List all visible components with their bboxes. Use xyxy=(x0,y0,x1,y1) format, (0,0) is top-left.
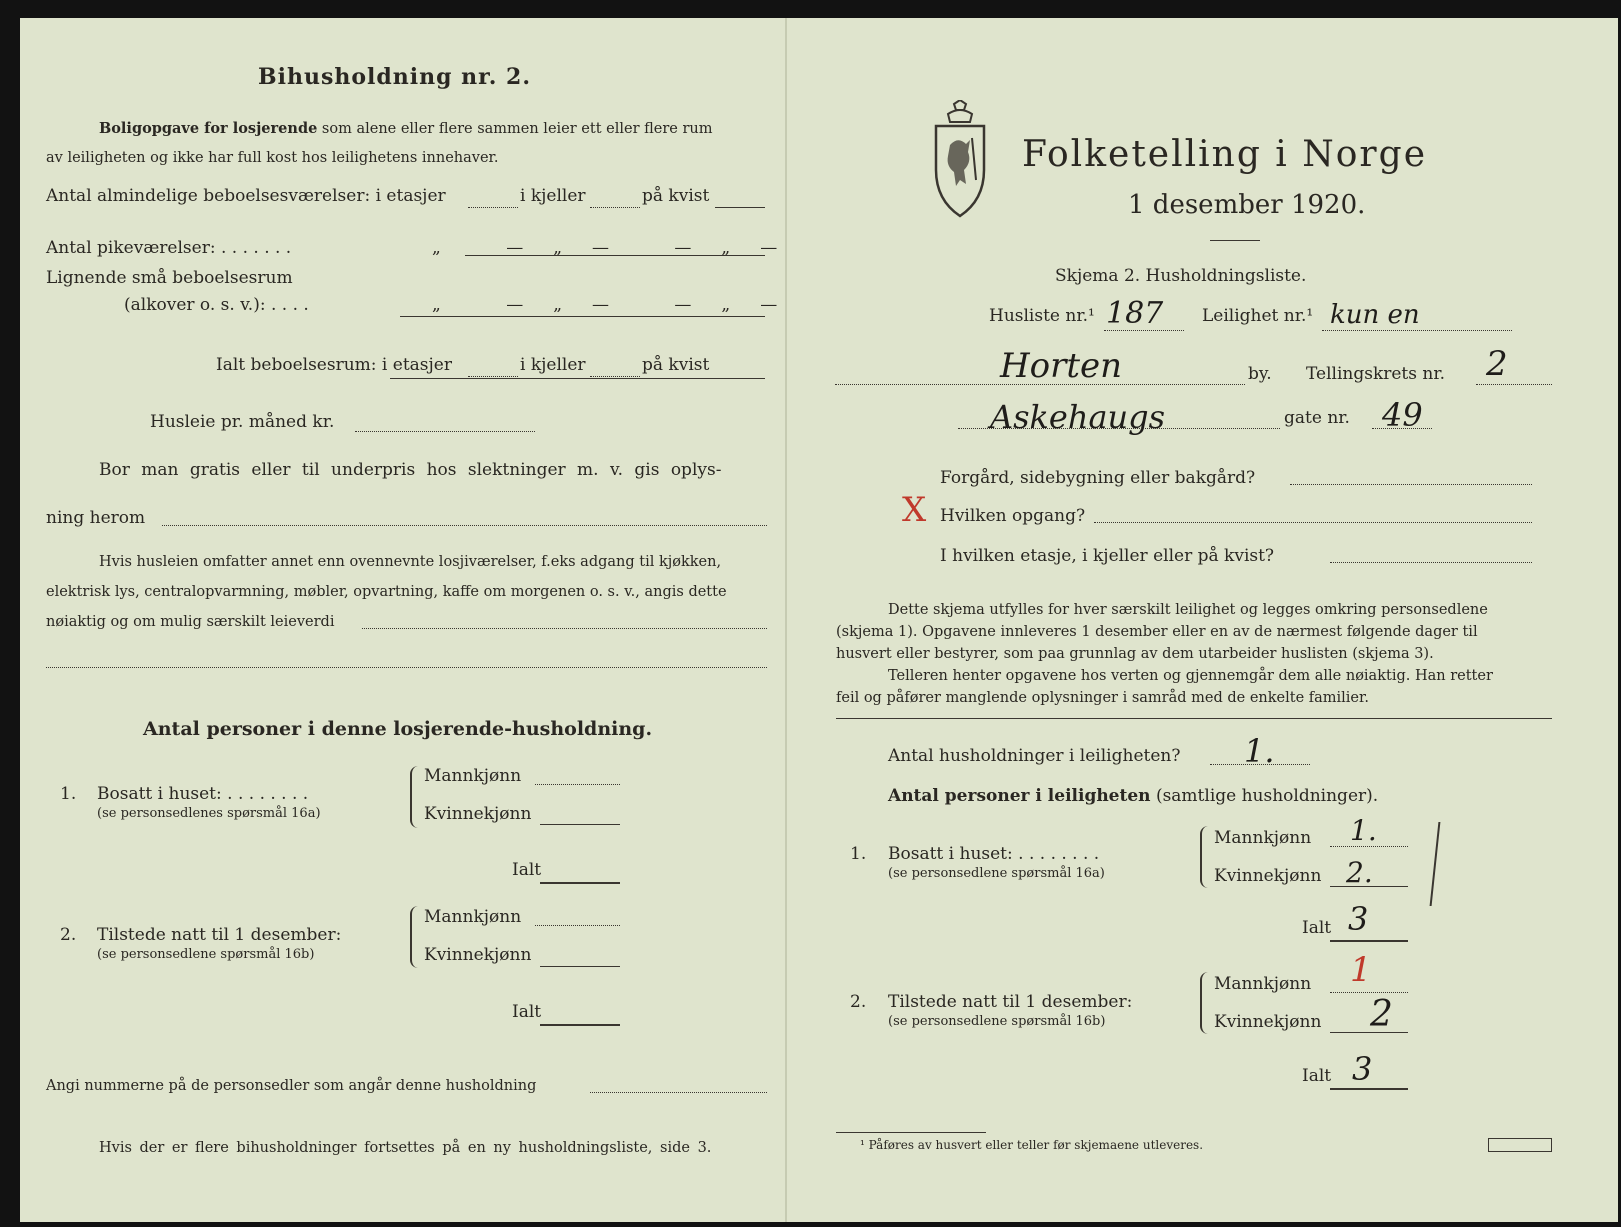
rooms-kjeller: i kjeller xyxy=(520,186,586,206)
left-q1-male-field[interactable] xyxy=(535,784,620,785)
rooms-label: Antal almindelige beboelsesværelser: i etasjer xyxy=(46,186,446,206)
right-q1-male-value: 1. xyxy=(1350,814,1377,847)
intro-bold: Boligopgave for losjerende xyxy=(99,120,318,137)
right-q2-total-field[interactable] xyxy=(1330,1088,1408,1090)
small-rooms-marks: „ —„— —„— xyxy=(432,295,808,315)
right-q2-male-value: 1 xyxy=(1350,950,1372,990)
red-x-mark: X xyxy=(902,490,927,530)
printer-stamp-icon xyxy=(1488,1138,1552,1152)
husliste-label: Husliste nr.¹ xyxy=(989,306,1095,326)
right-q1-female-value: 2. xyxy=(1346,856,1373,889)
right-q2-female-value: 2 xyxy=(1370,994,1393,1035)
left-q2-label: Tilstede natt til 1 desember: xyxy=(97,925,342,945)
by-label: by. xyxy=(1248,364,1272,384)
left-persons-heading: Antal personer i denne losjerende-husholdning. xyxy=(143,718,653,740)
extra-line-3: nøiaktig og om mulig særskilt leieverdi xyxy=(46,614,335,630)
opgang-field[interactable] xyxy=(1094,522,1532,523)
left-q2-total-field[interactable] xyxy=(540,1024,620,1026)
left-q2-female-label: Kvinnekjønn xyxy=(424,945,532,965)
households-value: 1. xyxy=(1244,732,1275,770)
gratis-line-2: ning herom xyxy=(46,508,146,528)
right-q1-female-label: Kvinnekjønn xyxy=(1214,866,1322,886)
right-q2-male-label: Mannkjønn xyxy=(1214,974,1312,994)
angi-label: Angi nummerne på de personsedler som angår denne husholdning xyxy=(46,1078,537,1094)
right-q2-num: 2. xyxy=(850,992,867,1012)
small-rooms-field[interactable] xyxy=(400,316,765,317)
leilighet-field[interactable] xyxy=(1322,330,1512,331)
extra-line-1: Hvis husleien omfatter annet enn ovennevnte losjiværelser, f.eks adgang til kjøkken, xyxy=(99,554,722,570)
ialt-kjeller-field[interactable] xyxy=(590,376,640,377)
left-q1-male-label: Mannkjønn xyxy=(424,766,522,786)
right-q2-total-value: 3 xyxy=(1352,1050,1373,1088)
ialt-kjeller: i kjeller xyxy=(520,355,586,375)
rooms-kvist-field[interactable] xyxy=(715,207,765,208)
ialt-rooms-label: Ialt beboelsesrum: i etasjer xyxy=(216,355,452,375)
leilighet-value: kun en xyxy=(1330,300,1420,330)
extra-field-1[interactable] xyxy=(362,628,767,629)
ialt-kvist: på kvist xyxy=(642,355,710,375)
ialt-rooms-underline xyxy=(390,378,765,379)
right-q2-female-field[interactable] xyxy=(1330,1032,1408,1033)
rooms-etasjer-field[interactable] xyxy=(468,207,518,208)
intro-rest: som alene eller flere sammen leier ett eller flere rum xyxy=(321,121,713,137)
left-q1-num: 1. xyxy=(60,784,77,804)
forgard-field[interactable] xyxy=(1290,484,1532,485)
main-title: Folketelling i Norge xyxy=(1022,134,1427,175)
intro-line-2: av leiligheten og ikke har full kost hos leilighetens innehaver. xyxy=(46,150,499,166)
rent-field[interactable] xyxy=(355,431,535,432)
right-q1-total-value: 3 xyxy=(1348,900,1369,938)
info-line-4: Telleren henter opgavene hos verten og gjennemgår dem alle nøiaktig. Han retter xyxy=(888,668,1493,684)
info-line-2: (skjema 1). Opgavene innleveres 1 desember eller en av de nærmest følgende dager til xyxy=(836,624,1478,640)
gratis-line-1: Bor man gratis eller til underpris hos slektninger m. v. gis oplys- xyxy=(99,460,722,480)
page-fold xyxy=(785,18,787,1222)
right-q2-label: Tilstede natt til 1 desember: xyxy=(888,992,1133,1012)
angi-field[interactable] xyxy=(590,1092,767,1093)
pike-field[interactable] xyxy=(465,255,765,256)
gate-value: 49 xyxy=(1382,396,1423,434)
husliste-field[interactable] xyxy=(1104,330,1184,331)
right-q1-male-field[interactable] xyxy=(1330,846,1408,847)
small-rooms-label-1: Lignende små beboelsesrum xyxy=(46,268,293,288)
left-q1-total-field[interactable] xyxy=(540,882,620,884)
right-q1-sub: (se personsedlene spørsmål 16a) xyxy=(888,866,1105,881)
right-q1-num: 1. xyxy=(850,844,867,864)
left-footer: Hvis der er flere bihusholdninger fortsettes på en ny husholdningsliste, side 3. xyxy=(99,1140,712,1156)
right-q1-total-label: Ialt xyxy=(1302,918,1332,938)
left-q1-female-field[interactable] xyxy=(540,824,620,825)
right-persons-heading xyxy=(888,786,1378,806)
right-q2-brace xyxy=(1200,972,1208,1034)
left-q2-num: 2. xyxy=(60,925,77,945)
coat-of-arms-emblem xyxy=(930,100,990,218)
info-line-5: feil og påfører manglende oplysninger i samråd med de enkelte familier. xyxy=(836,690,1369,706)
forgard-label: Forgård, sidebygning eller bakgård? xyxy=(940,468,1256,488)
pike-marks: „ —„— —„— xyxy=(432,238,808,258)
pike-label: Antal pikeværelser: . . . . . . . xyxy=(46,238,292,258)
right-q1-male-label: Mannkjønn xyxy=(1214,828,1312,848)
right-q2-female-label: Kvinnekjønn xyxy=(1214,1012,1322,1032)
schema-label: Skjema 2. Husholdningsliste. xyxy=(1055,266,1307,286)
left-q2-male-label: Mannkjønn xyxy=(424,907,522,927)
city-value: Horten xyxy=(1000,346,1123,386)
right-q1-label: Bosatt i huset: . . . . . . . . xyxy=(888,844,1100,864)
households-field[interactable] xyxy=(1210,764,1310,765)
gate-label: gate nr. xyxy=(1284,408,1350,428)
rooms-kvist: på kvist xyxy=(642,186,710,206)
gratis-field[interactable] xyxy=(162,525,767,526)
right-q2-sub: (se personsedlene spørsmål 16b) xyxy=(888,1014,1106,1029)
street-field[interactable] xyxy=(958,428,1280,429)
etasje-field[interactable] xyxy=(1330,562,1532,563)
right-persons-bold: Antal personer i leiligheten xyxy=(888,786,1151,806)
gate-field[interactable] xyxy=(1372,428,1432,429)
left-q2-brace xyxy=(410,906,418,968)
extra-field-2[interactable] xyxy=(46,667,767,668)
left-q1-female-label: Kvinnekjønn xyxy=(424,804,532,824)
left-q1-label: Bosatt i huset: . . . . . . . . xyxy=(97,784,309,804)
right-q1-total-field[interactable] xyxy=(1330,940,1408,942)
right-persons-rest: (samtlige husholdninger). xyxy=(1155,786,1379,806)
left-q1-total-label: Ialt xyxy=(512,860,542,880)
krets-value: 2 xyxy=(1486,344,1508,384)
info-line-3: husvert eller bestyrer, som paa grunnlag av dem utarbeider huslisten (skjema 3). xyxy=(836,646,1434,662)
right-q1-female-field[interactable] xyxy=(1330,886,1408,887)
ialt-etasjer-field[interactable] xyxy=(468,376,518,377)
krets-label: Tellingskrets nr. xyxy=(1306,364,1446,384)
footnote-divider xyxy=(836,1132,986,1133)
census-date: 1 desember 1920. xyxy=(1128,190,1366,220)
left-q2-female-field[interactable] xyxy=(540,966,620,967)
left-q2-sub: (se personsedlene spørsmål 16b) xyxy=(97,947,315,962)
leilighet-label: Leilighet nr.¹ xyxy=(1202,306,1314,326)
intro-line-1 xyxy=(99,120,713,137)
small-rooms-label-2: (alkover o. s. v.): . . . . xyxy=(124,295,309,315)
left-q1-sub: (se personsedlenes spørsmål 16a) xyxy=(97,806,321,821)
footnote-text: ¹ Påføres av husvert eller teller før skjemaene utleveres. xyxy=(860,1138,1204,1152)
city-field[interactable] xyxy=(835,384,1245,385)
info-divider xyxy=(836,718,1552,719)
opgang-label: Hvilken opgang? xyxy=(940,506,1086,526)
left-title: Bihusholdning nr. 2. xyxy=(258,64,531,90)
husliste-value: 187 xyxy=(1106,296,1164,331)
etasje-label: I hvilken etasje, i kjeller eller på kvist? xyxy=(940,546,1275,566)
right-q2-male-field[interactable] xyxy=(1330,992,1408,993)
info-line-1: Dette skjema utfylles for hver særskilt leilighet og legges omkring personsedlene xyxy=(888,602,1488,618)
left-q2-total-label: Ialt xyxy=(512,1002,542,1022)
left-q2-male-field[interactable] xyxy=(535,925,620,926)
rooms-kjeller-field[interactable] xyxy=(590,207,640,208)
right-q1-brace xyxy=(1200,826,1208,888)
extra-line-2: elektrisk lys, centralopvarmning, møbler, opvartning, kaffe om morgenen o. s. v., angis dette xyxy=(46,584,727,600)
left-q1-brace xyxy=(410,766,418,828)
right-q2-total-label: Ialt xyxy=(1302,1066,1332,1086)
krets-field[interactable] xyxy=(1476,384,1552,385)
title-divider xyxy=(1210,240,1260,241)
rent-label: Husleie pr. måned kr. xyxy=(150,412,335,432)
households-label: Antal husholdninger i leiligheten? xyxy=(888,746,1181,766)
street-value: Askehaugs xyxy=(990,398,1166,436)
